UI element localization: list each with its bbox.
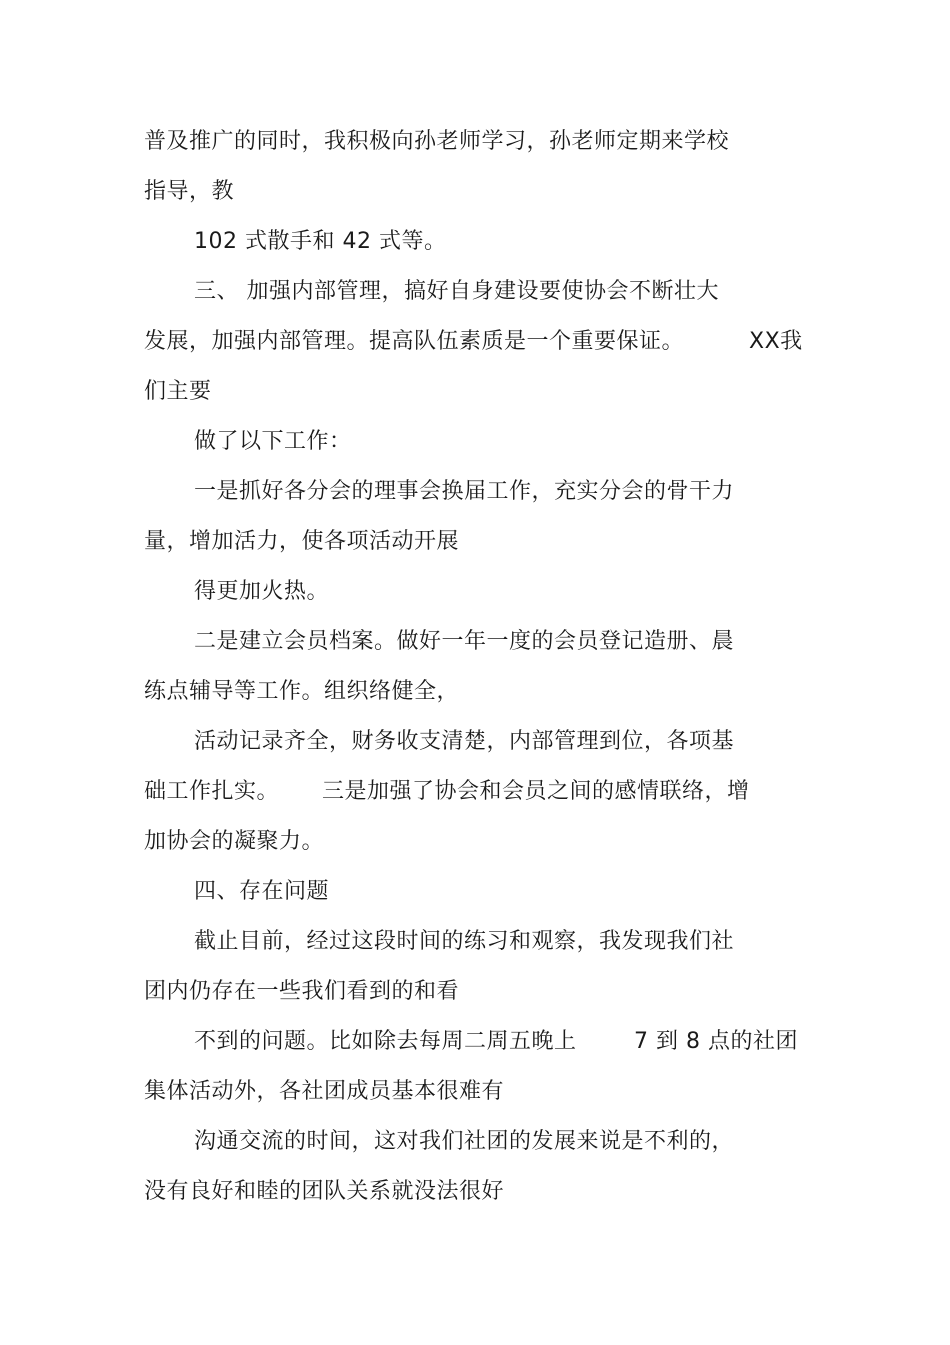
- text-line: 活动记录齐全，财务收支清楚，内部管理到位，各项基: [194, 729, 735, 754]
- text-line: 一是抓好各分会的理事会换届工作，充实分会的骨干力: [194, 479, 735, 504]
- text-line: 指导，教: [144, 179, 235, 204]
- text-line: 集体活动外，各社团成员基本很难有: [144, 1079, 505, 1104]
- section-heading: 四、存在问题: [194, 879, 330, 904]
- text-fragment: 三是加强了协会和会员之间的感情联络，增: [322, 779, 750, 804]
- text-line: 102 式散手和 42 式等。: [194, 229, 447, 254]
- text-line: 础工作扎实。: [144, 779, 280, 804]
- text-line: 练点辅导等工作。组织络健全，: [144, 679, 460, 704]
- text-fragment: XX我: [749, 329, 803, 354]
- text-line: 得更加火热。: [194, 579, 330, 604]
- text-line: 加协会的凝聚力。: [144, 829, 325, 854]
- text-line: 普及推广的同时，我积极向孙老师学习，孙老师定期来学校: [144, 129, 730, 154]
- text-line: 发展，加强内部管理。提高队伍素质是一个重要保证。: [144, 329, 685, 354]
- text-line: 二是建立会员档案。做好一年一度的会员登记造册、晨: [194, 629, 735, 654]
- text-line: 团内仍存在一些我们看到的和看: [144, 979, 460, 1004]
- text-line: 们主要: [144, 379, 212, 404]
- text-line: 量，增加活力，使各项活动开展: [144, 529, 460, 554]
- text-line: 截止目前，经过这段时间的练习和观察，我发现我们社: [194, 929, 735, 954]
- text-line: 没有良好和睦的团队关系就没法很好: [144, 1179, 505, 1204]
- text-line: 做了以下工作：: [194, 429, 352, 454]
- text-fragment: 7 到 8 点的社团: [634, 1029, 798, 1054]
- text-line: 沟通交流的时间，这对我们社团的发展来说是不利的，: [194, 1129, 735, 1154]
- section-heading: 三、 加强内部管理，搞好自身建设要使协会不断壮大: [194, 279, 719, 304]
- text-line: 不到的问题。比如除去每周二周五晚上: [194, 1029, 577, 1054]
